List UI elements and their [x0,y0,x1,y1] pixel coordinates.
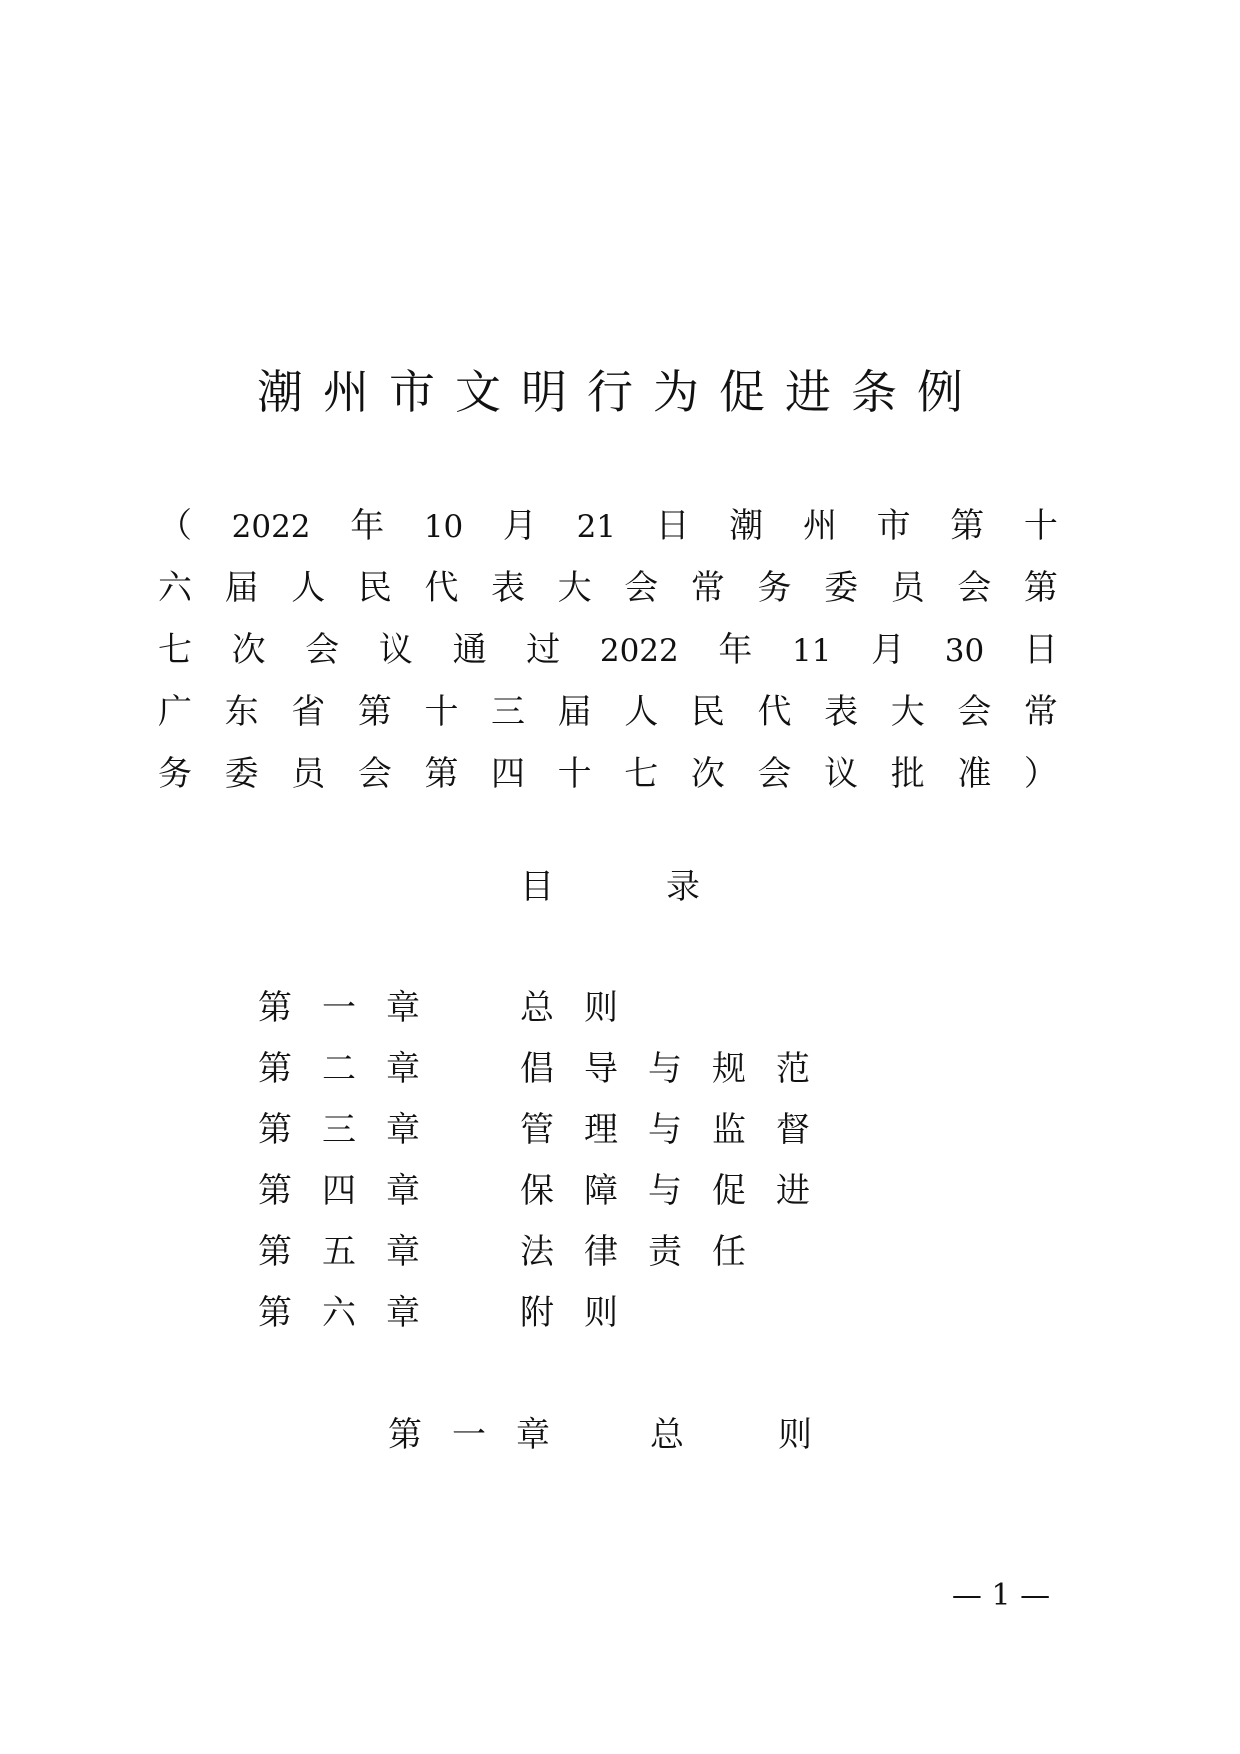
adoption-note-char: 第 [950,506,985,546]
toc-chapter-title: 保障与促进 [520,1171,840,1211]
adoption-note-char: 会 [957,692,992,732]
adoption-note-char: 过 [526,630,561,670]
adoption-note-char: 市 [876,506,911,546]
adoption-note-char: 人 [624,692,659,732]
toc-entry [258,1044,858,1105]
adoption-note-char: 次 [231,630,266,670]
adoption-note-char: 六 [158,568,192,608]
adoption-note-char: 务 [158,754,192,794]
adoption-note-char: 民 [357,568,392,608]
adoption-note-line [158,681,1058,743]
adoption-note-char: 潮 [729,506,764,546]
toc-chapter-number: 第三章 [258,1110,450,1150]
adoption-note-char: 四 [491,754,526,794]
adoption-note-char: 表 [824,692,859,732]
page-number: — 1 — [951,1578,1051,1613]
toc-chapter-title: 附则 [520,1293,648,1333]
adoption-note-char: 常 [690,568,725,608]
adoption-note-char: 七 [624,754,659,794]
adoption-note-char: （ [158,506,192,546]
adoption-note-char: 会 [305,630,340,670]
adoption-note-char: 会 [624,568,659,608]
adoption-note-line [158,619,1058,681]
toc-chapter-number: 第四章 [258,1171,450,1211]
adoption-note-char: 日 [1023,630,1058,670]
adoption-note-char: 七 [158,630,192,670]
toc-chapter-number: 第一章 [258,988,450,1028]
adoption-note-char: 表 [491,568,526,608]
adoption-note-char: 月 [502,506,537,546]
adoption-note-char: 第 [1023,568,1058,608]
adoption-note [158,495,1058,805]
toc-entry [258,1166,858,1227]
adoption-note-char: 委 [224,754,259,794]
table-of-contents [258,983,858,1349]
adoption-note-char: 常 [1023,692,1058,732]
adoption-note-char: 月 [871,630,906,670]
toc-chapter-title: 管理与监督 [520,1110,840,1150]
toc-chapter-number: 第二章 [258,1049,450,1089]
toc-entry [258,983,858,1044]
adoption-note-char: 州 [802,506,837,546]
adoption-note-char: 委 [824,568,859,608]
adoption-note-char: 届 [224,568,259,608]
adoption-note-char: 员 [291,754,326,794]
toc-chapter-title: 总则 [520,988,648,1028]
adoption-note-char: 省 [291,692,326,732]
adoption-note-char: 会 [357,754,392,794]
toc-heading-char: 目 [520,867,554,907]
adoption-note-number: 10 [423,509,464,545]
adoption-note-line [158,743,1058,805]
adoption-note-char: 会 [957,568,992,608]
adoption-note-char: 十 [424,692,459,732]
adoption-note-char: 员 [890,568,925,608]
toc-chapter-number: 第六章 [258,1293,450,1333]
adoption-note-char: 十 [557,754,592,794]
chapter-number: 第一章 [388,1415,580,1455]
adoption-note-char: 日 [655,506,690,546]
toc-chapter-title: 法律责任 [520,1232,776,1272]
adoption-note-char: 次 [690,754,725,794]
adoption-note-number: 2022 [231,509,311,545]
adoption-note-char: 批 [890,754,925,794]
adoption-note-char: 三 [491,692,526,732]
adoption-note-char: 届 [557,692,592,732]
chapter-name: 总则 [650,1415,906,1455]
adoption-note-char: 广 [158,692,192,732]
document-title: 潮州市文明行为促进条例 [257,365,983,419]
adoption-note-char: 年 [718,630,753,670]
toc-entry [258,1227,858,1288]
adoption-note-char: 年 [350,506,385,546]
toc-chapter-number: 第五章 [258,1232,450,1272]
adoption-note-char: 通 [452,630,487,670]
toc-heading-char: 录 [666,867,700,907]
adoption-note-char: 东 [224,692,259,732]
adoption-note-char: ） [1023,754,1058,794]
adoption-note-number: 21 [576,509,617,545]
adoption-note-char: 议 [378,630,413,670]
adoption-note-char: 人 [291,568,326,608]
adoption-note-number: 2022 [599,633,679,669]
adoption-note-line [158,557,1058,619]
adoption-note-char: 十 [1023,506,1058,546]
adoption-note-char: 务 [757,568,792,608]
adoption-note-char: 第 [357,692,392,732]
adoption-note-line [158,495,1058,557]
adoption-note-char: 会 [757,754,792,794]
adoption-note-number: 11 [792,633,832,669]
toc-heading [520,862,700,912]
adoption-note-char: 第 [424,754,459,794]
adoption-note-char: 议 [824,754,859,794]
adoption-note-char: 代 [757,692,792,732]
toc-entry [258,1288,858,1349]
adoption-note-char: 民 [690,692,725,732]
toc-entry [258,1105,858,1166]
adoption-note-char: 大 [557,568,592,608]
toc-chapter-title: 倡导与规范 [520,1049,840,1089]
adoption-note-char: 准 [957,754,992,794]
adoption-note-char: 代 [424,568,459,608]
adoption-note-number: 30 [944,633,985,669]
adoption-note-char: 大 [890,692,925,732]
